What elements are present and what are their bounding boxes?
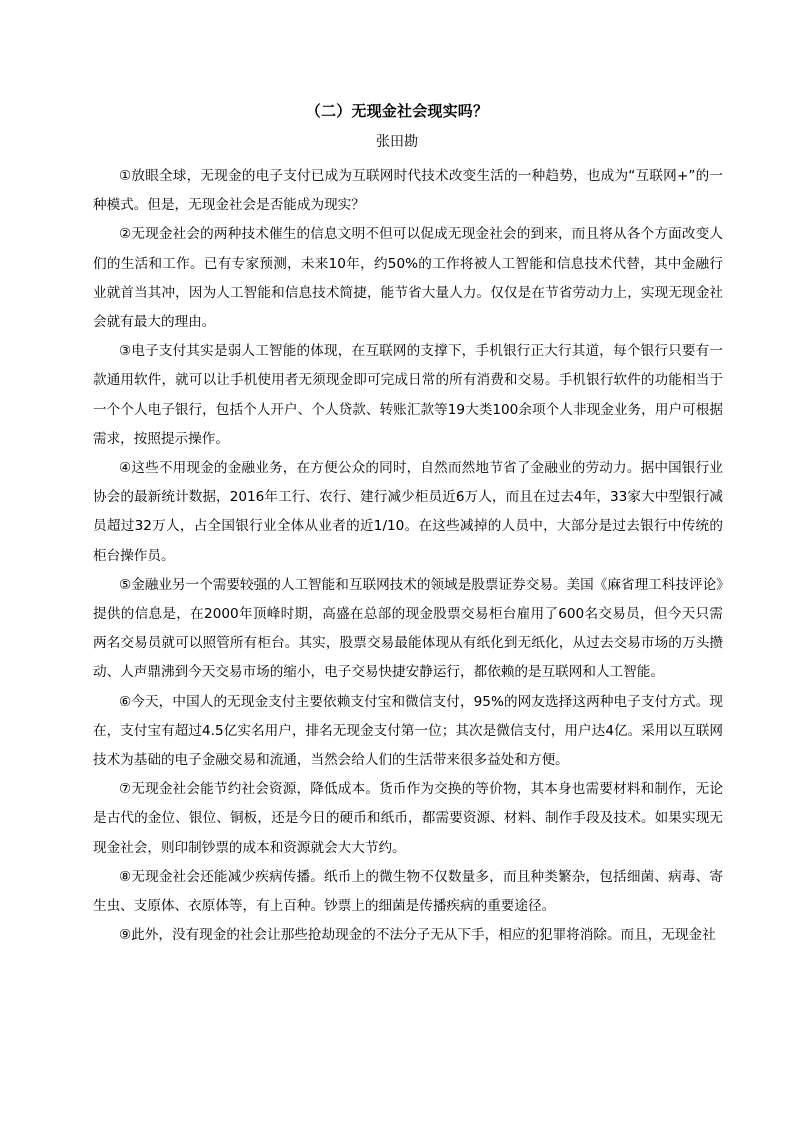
paragraph-4: ④这些不用现金的金融业务，在方便公众的同时，自然而然地节省了金融业的劳动力。据中国银行业协会的最新统计数据，2016年工行、农行、建行减少柜员近6万人，而且在过去4年，33家大中型银行减员超过32万人，占全国银行业全体从业者的近1/10。在这些减掉的人员中，大部分是过去银行中传统的柜台操作员。 (93, 460, 723, 564)
article-body (93, 162, 723, 950)
paragraph-9: ⑨此外，没有现金的社会让那些抢劫现金的不法分子无从下手，相应的犯罪将消除。而且，无现金社 (119, 927, 716, 944)
article-title: （二）无现金社会现实吗？ (305, 102, 489, 120)
paragraph-2: ②无现金社会的两种技术催生的信息文明不但可以促成无现金社会的到来，而且将从各个方面改变人们的生活和工作。已有专家预测，未来10年，约50%的工作将被人工智能和信息技术代替，其中金融行业就首当其冲，因为人工智能和信息技术简捷，能节省大量人力。仅仅是在节省劳动力上，实现无现金社会就有最大的理由。 (93, 226, 723, 331)
paragraph-6: ⑥今天，中国人的无现金支付主要依赖支付宝和微信支付，95%的网友选择这两种电子支付方式。现在，支付宝有超过4.5亿实名用户，排名无现金支付第一位；其次是微信支付，用户达4亿。采用以互联网技术为基础的电子金融交易和流通，当然会给人们的生活带来很多益处和方便。 (93, 693, 723, 769)
paragraph-8: ⑧无现金社会还能减少疾病传播。纸币上的微生物不仅数量多，而且种类繁杂，包括细菌、病毒、寄生虫、支原体、衣原体等，有上百种。钞票上的细菌是传播疾病的重要途径。 (93, 868, 723, 915)
paragraph-1: ①放眼全球，无现金的电子支付已成为互联网时代技术改变生活的一种趋势，也成为“互联网+”的一种模式。但是，无现金社会是否能成为现实？ (93, 168, 723, 214)
author-name: 张田勘 (376, 134, 418, 150)
paragraph-7: ⑦无现金社会能节约社会资源，降低成本。货币作为交换的等价物，其本身也需要材料和制作，无论是古代的金位、银位、铜板，还是今日的硬币和纸币，都需要资源、材料、制作手段及技术。如果实现无现金社会，则印制钞票的成本和资源就会大大节约。 (93, 781, 723, 856)
paragraph-3: ③电子支付其实是弱人工智能的体现，在互联网的支撑下，手机银行正大行其道，每个银行只要有一款通用软件，就可以让手机使用者无须现金即可完成日常的所有消费和交易。手机银行软件的功能相当于一个个人电子银行，包括个人开户、个人贷款、转账汇款等19大类100余项个人非现金业务，用户可根据需求，按照提示操作。 (93, 343, 723, 447)
paragraph-5: ⑤金融业另一个需要较强的人工智能和互联网技术的领域是股票证券交易。美国《麻省理工科技评论》提供的信息是，在2000年顶峰时期，高盛在总部的现金股票交易柜台雇用了600名交易员，但今天只需两名交易员就可以照管所有柜台。其实，股票交易最能体现从有纸化到无纸化，从过去交易市场的万头攒动、人声鼎沸到今天交易市场的缩小，电子交易快捷安静运行，都依赖的是互联网和人工智能。 (93, 576, 723, 681)
